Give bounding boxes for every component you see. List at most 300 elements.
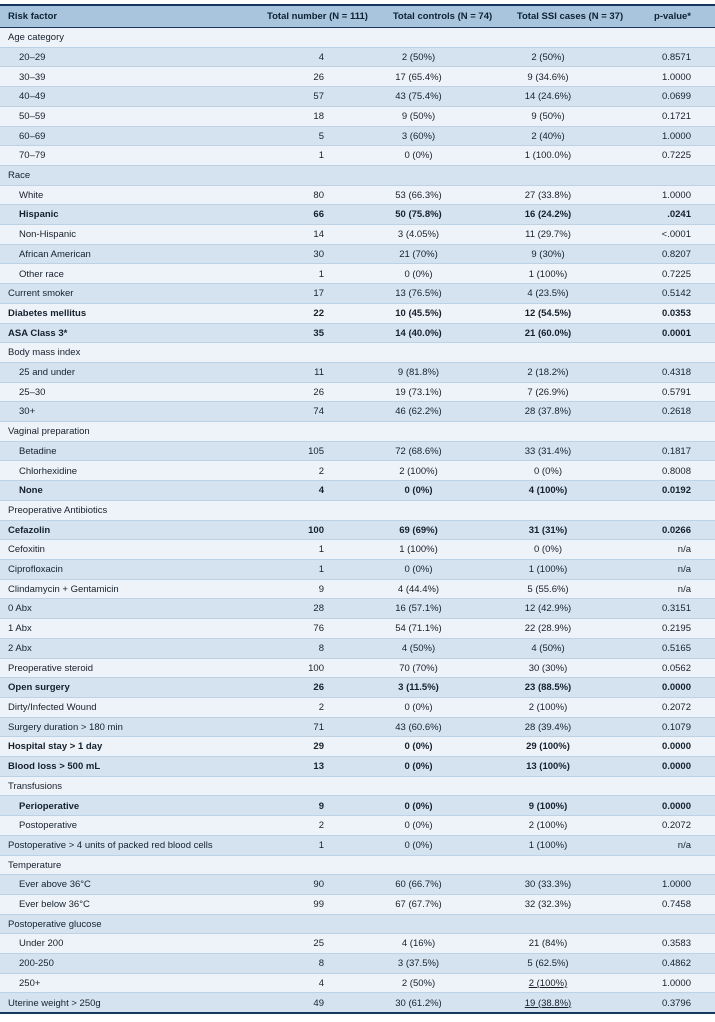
risk-factor-cell: 40–49	[19, 91, 46, 102]
ssi-cases-cell: 22 (28.9%)	[524, 623, 572, 634]
ssi-cases-cell: 19 (38.8%)	[524, 997, 572, 1009]
risk-factor-cell: Open surgery	[8, 682, 70, 693]
controls-cell: 19 (73.1%)	[395, 386, 442, 398]
controls-cell	[380, 352, 505, 353]
controls-cell: 0 (0%)	[404, 564, 433, 575]
controls-cell	[380, 175, 505, 176]
controls-cell: 50 (75.8%)	[395, 209, 442, 220]
section-header-row	[0, 343, 715, 363]
table-row	[0, 757, 715, 777]
controls-cell	[380, 510, 505, 511]
controls-cell: 9 (50%)	[401, 110, 436, 122]
total-number-cell: 1	[318, 544, 324, 555]
risk-factor-cell: ASA Class 3*	[8, 327, 68, 339]
column-header-total-ssi-cases: Total SSI cases (N = 37)	[516, 11, 624, 22]
total-number-cell: 71	[313, 721, 324, 733]
ssi-cases-cell: 2 (50%)	[531, 51, 565, 63]
total-number-cell: 8	[318, 958, 324, 969]
risk-factor-cell: 60–69	[19, 130, 46, 142]
p-value-cell	[635, 431, 715, 432]
table-header-row	[0, 6, 715, 28]
controls-cell: 0 (0%)	[404, 741, 433, 752]
total-number-cell: 1	[318, 839, 324, 851]
p-value-cell	[635, 864, 715, 865]
total-number-cell: 80	[313, 189, 324, 201]
p-value-cell: 0.0000	[661, 800, 691, 812]
risk-factor-cell: Preoperative steroid	[8, 662, 94, 674]
risk-factor-cell: Postoperative	[19, 820, 78, 831]
p-value-cell: 0.8571	[661, 51, 691, 63]
p-value-cell: 0.1817	[661, 445, 691, 457]
total-number-cell: 9	[318, 800, 324, 812]
risk-factor-cell: 2 Abx	[8, 642, 32, 654]
total-number-cell: 100	[308, 662, 324, 674]
total-number-cell: 66	[313, 209, 324, 220]
table-row	[0, 245, 715, 265]
ssi-cases-cell: 4 (23.5%)	[527, 288, 569, 299]
total-number-cell: 76	[313, 623, 324, 634]
ssi-cases-cell: 2 (18.2%)	[527, 367, 569, 378]
p-value-cell: n/a	[677, 544, 691, 555]
ssi-cases-cell: 2 (100%)	[528, 977, 568, 989]
ssi-cases-cell	[505, 510, 635, 511]
total-number-cell	[255, 37, 380, 38]
table-row	[0, 48, 715, 68]
risk-factor-cell: Hospital stay > 1 day	[8, 741, 103, 752]
ssi-cases-cell: 0 (0%)	[534, 465, 562, 477]
ssi-cases-cell	[505, 175, 635, 176]
total-number-cell: 4	[318, 485, 324, 496]
table-row	[0, 284, 715, 304]
risk-factor-cell: Vaginal preparation	[8, 426, 90, 437]
total-number-cell	[255, 864, 380, 865]
table-row	[0, 225, 715, 245]
column-header-total-controls: Total controls (N = 74)	[392, 11, 493, 22]
ssi-cases-cell: 12 (42.9%)	[524, 603, 572, 614]
risk-factor-table	[0, 4, 715, 1014]
ssi-cases-cell: 2 (100%)	[528, 820, 568, 831]
risk-factor-cell: 20–29	[19, 51, 46, 63]
table-row	[0, 383, 715, 403]
ssi-cases-cell: 30 (30%)	[528, 662, 568, 674]
ssi-cases-cell	[505, 37, 635, 38]
p-value-cell: 0.0000	[661, 682, 691, 693]
total-number-cell: 1	[318, 268, 324, 280]
p-value-cell: 0.0000	[661, 741, 691, 752]
risk-factor-cell: Current smoker	[8, 288, 74, 299]
controls-cell: 0 (0%)	[404, 800, 433, 812]
p-value-cell: n/a	[677, 839, 691, 851]
total-number-cell: 105	[308, 445, 324, 457]
section-header-row	[0, 422, 715, 442]
ssi-cases-cell: 21 (84%)	[528, 938, 568, 949]
risk-factor-cell: Transfusions	[8, 780, 63, 792]
total-number-cell: 35	[313, 327, 324, 339]
controls-cell: 60 (66.7%)	[395, 879, 442, 890]
table-row	[0, 264, 715, 284]
total-number-cell: 5	[318, 130, 324, 142]
p-value-cell: n/a	[677, 564, 691, 575]
table-row	[0, 481, 715, 501]
risk-factor-cell: 25 and under	[19, 367, 75, 378]
p-value-cell	[635, 175, 715, 176]
risk-factor-cell: Non-Hispanic	[19, 229, 77, 240]
p-value-cell: <.0001	[661, 229, 691, 240]
controls-cell: 72 (68.6%)	[395, 445, 442, 457]
risk-factor-cell: Clindamycin + Gentamicin	[8, 583, 119, 595]
risk-factor-cell: White	[19, 189, 44, 201]
controls-cell	[380, 864, 505, 865]
table-row	[0, 402, 715, 422]
risk-factor-cell: 70–79	[19, 150, 46, 161]
table-row	[0, 67, 715, 87]
p-value-cell: 0.0562	[661, 662, 691, 674]
controls-cell: 10 (45.5%)	[395, 307, 442, 319]
table-row	[0, 87, 715, 107]
controls-cell: 0 (0%)	[404, 150, 433, 161]
column-header-total-number: Total number (N = 111)	[267, 11, 368, 22]
ssi-cases-cell: 0 (0%)	[534, 544, 562, 555]
ssi-cases-cell: 9 (100%)	[528, 800, 568, 812]
table-body	[0, 28, 715, 1012]
risk-factor-cell: Chlorhexidine	[19, 465, 78, 477]
p-value-cell: 0.0000	[661, 761, 691, 772]
controls-cell: 0 (0%)	[404, 702, 433, 713]
risk-factor-cell: None	[19, 485, 43, 496]
table-row	[0, 107, 715, 127]
table-row	[0, 954, 715, 974]
ssi-cases-cell: 5 (55.6%)	[527, 583, 569, 595]
risk-factor-cell: 30+	[19, 406, 36, 417]
ssi-cases-cell: 30 (33.3%)	[524, 879, 572, 890]
p-value-cell: 0.4862	[661, 958, 691, 969]
risk-factor-cell: Surgery duration > 180 min	[8, 721, 123, 733]
table-row	[0, 816, 715, 836]
ssi-cases-cell: 1 (100%)	[528, 268, 568, 280]
risk-factor-cell: Postoperative glucose	[8, 918, 102, 930]
table-row	[0, 304, 715, 324]
section-header-row	[0, 856, 715, 876]
controls-cell: 14 (40.0%)	[395, 327, 442, 339]
risk-factor-cell: Blood loss > 500 mL	[8, 761, 101, 772]
risk-factor-cell: 0 Abx	[8, 603, 32, 614]
risk-factor-cell: Diabetes mellitus	[8, 307, 87, 319]
risk-factor-cell: Under 200	[19, 938, 64, 949]
p-value-cell: 1.0000	[661, 879, 691, 890]
ssi-cases-cell: 27 (33.8%)	[524, 189, 572, 201]
ssi-cases-cell: 4 (50%)	[531, 642, 565, 654]
risk-factor-cell: 25–30	[19, 386, 46, 398]
p-value-cell: 0.5791	[661, 386, 691, 398]
controls-cell: 3 (60%)	[401, 130, 436, 142]
risk-factor-cell: Cefazolin	[8, 524, 51, 536]
section-header-row	[0, 777, 715, 797]
controls-cell: 16 (57.1%)	[395, 603, 442, 614]
table-row	[0, 678, 715, 698]
ssi-cases-cell: 1 (100%)	[528, 564, 568, 575]
table-row	[0, 836, 715, 856]
controls-cell: 4 (50%)	[401, 642, 436, 654]
controls-cell: 53 (66.3%)	[395, 189, 442, 201]
p-value-cell: 0.0353	[661, 307, 691, 319]
ssi-cases-cell: 32 (32.3%)	[524, 899, 572, 910]
controls-cell: 0 (0%)	[404, 268, 433, 280]
p-value-cell: 0.8207	[661, 248, 691, 260]
risk-factor-cell: Betadine	[19, 445, 57, 457]
total-number-cell	[255, 510, 380, 511]
total-number-cell: 26	[313, 386, 324, 398]
p-value-cell: 0.0192	[661, 485, 691, 496]
ssi-cases-cell: 2 (40%)	[531, 130, 565, 142]
controls-cell: 54 (71.1%)	[395, 623, 442, 634]
controls-cell: 43 (60.6%)	[395, 721, 442, 733]
ssi-cases-cell	[505, 352, 635, 353]
section-header-row	[0, 915, 715, 935]
total-number-cell: 4	[318, 51, 324, 63]
total-number-cell: 17	[313, 288, 324, 299]
total-number-cell: 1	[318, 564, 324, 575]
table-row	[0, 186, 715, 206]
risk-factor-cell: 50–59	[19, 110, 46, 122]
p-value-cell: 1.0000	[661, 977, 691, 989]
ssi-cases-cell: 1 (100%)	[528, 839, 568, 851]
ssi-cases-cell: 16 (24.2%)	[524, 209, 572, 220]
table-row	[0, 363, 715, 383]
table-row	[0, 205, 715, 225]
table-row	[0, 934, 715, 954]
ssi-cases-cell: 14 (24.6%)	[524, 91, 572, 102]
controls-cell: 21 (70%)	[399, 248, 438, 260]
controls-cell: 2 (50%)	[401, 51, 436, 63]
total-number-cell	[255, 923, 380, 924]
p-value-cell: 1.0000	[661, 189, 691, 201]
p-value-cell: 0.7225	[661, 268, 691, 280]
total-number-cell: 57	[313, 91, 324, 102]
p-value-cell: 0.0699	[661, 91, 691, 102]
controls-cell: 0 (0%)	[404, 761, 433, 772]
p-value-cell: 1.0000	[661, 130, 691, 142]
total-number-cell: 99	[313, 899, 324, 910]
table-row	[0, 737, 715, 757]
table-row	[0, 875, 715, 895]
total-number-cell: 2	[318, 465, 324, 477]
total-number-cell: 1	[318, 150, 324, 161]
controls-cell: 69 (69%)	[399, 524, 438, 536]
risk-factor-cell: Body mass index	[8, 347, 81, 358]
controls-cell: 2 (50%)	[401, 977, 436, 989]
controls-cell: 67 (67.7%)	[395, 899, 442, 910]
p-value-cell	[635, 510, 715, 511]
p-value-cell: 0.0266	[661, 524, 691, 536]
table-row	[0, 698, 715, 718]
ssi-cases-cell: 12 (54.5%)	[524, 307, 572, 319]
total-number-cell: 13	[313, 761, 324, 772]
p-value-cell: .0241	[667, 209, 691, 220]
controls-cell: 43 (75.4%)	[395, 91, 442, 102]
controls-cell: 9 (81.8%)	[397, 367, 440, 378]
p-value-cell	[635, 37, 715, 38]
p-value-cell: 0.3151	[661, 603, 691, 614]
total-number-cell: 74	[313, 406, 324, 417]
table-row	[0, 442, 715, 462]
risk-factor-cell: 200-250	[19, 958, 54, 969]
ssi-cases-cell: 29 (100%)	[526, 741, 570, 752]
table-row	[0, 521, 715, 541]
table-row	[0, 127, 715, 147]
controls-cell: 2 (100%)	[399, 465, 438, 477]
p-value-cell	[635, 352, 715, 353]
total-number-cell: 30	[313, 248, 324, 260]
risk-factor-cell: Hispanic	[19, 209, 59, 220]
column-header-risk-factor: Risk factor	[8, 11, 58, 22]
total-number-cell: 11	[314, 367, 324, 378]
column-header-p-value: p-value*	[654, 11, 691, 22]
ssi-cases-cell: 31 (31%)	[528, 524, 568, 536]
ssi-cases-cell: 28 (37.8%)	[524, 406, 572, 417]
controls-cell: 17 (65.4%)	[395, 71, 442, 82]
section-header-row	[0, 501, 715, 521]
table-row	[0, 659, 715, 679]
total-number-cell: 28	[313, 603, 324, 614]
ssi-cases-cell	[505, 431, 635, 432]
total-number-cell: 14	[313, 229, 324, 240]
risk-factor-cell: Ever below 36°C	[19, 899, 90, 910]
ssi-cases-cell: 28 (39.4%)	[524, 721, 572, 733]
risk-factor-cell: Cefoxitin	[8, 544, 45, 555]
total-number-cell	[255, 352, 380, 353]
p-value-cell	[635, 923, 715, 924]
ssi-cases-cell: 11 (29.7%)	[525, 229, 571, 240]
risk-factor-cell: 30–39	[19, 71, 46, 82]
p-value-cell: 0.5165	[661, 642, 691, 654]
total-number-cell: 90	[313, 879, 324, 890]
controls-cell	[380, 431, 505, 432]
ssi-cases-cell: 33 (31.4%)	[524, 445, 572, 457]
ssi-cases-cell: 13 (100%)	[526, 761, 570, 772]
total-number-cell: 26	[313, 682, 324, 693]
risk-factor-cell: 250+	[19, 977, 41, 989]
p-value-cell: 0.5142	[661, 288, 691, 299]
ssi-cases-cell: 9 (50%)	[531, 110, 565, 122]
ssi-cases-cell: 9 (30%)	[531, 248, 565, 260]
risk-factor-cell: Uterine weight > 250g	[8, 997, 101, 1009]
total-number-cell	[255, 175, 380, 176]
risk-factor-cell: 1 Abx	[8, 623, 32, 634]
risk-factor-cell: Perioperative	[19, 800, 80, 812]
ssi-cases-cell: 1 (100.0%)	[524, 150, 572, 161]
total-number-cell: 2	[318, 702, 324, 713]
p-value-cell: 0.1721	[661, 110, 691, 122]
controls-cell: 0 (0%)	[404, 820, 433, 831]
p-value-cell: 0.2618	[661, 406, 691, 417]
controls-cell: 3 (37.5%)	[397, 958, 440, 969]
ssi-cases-cell	[505, 864, 635, 865]
ssi-cases-cell: 21 (60.0%)	[524, 327, 572, 339]
total-number-cell: 22	[313, 307, 324, 319]
controls-cell: 4 (16%)	[401, 938, 436, 949]
total-number-cell: 8	[318, 642, 324, 654]
total-number-cell: 18	[313, 110, 324, 122]
controls-cell	[380, 37, 505, 38]
p-value-cell: 0.1079	[661, 721, 691, 733]
section-header-row	[0, 166, 715, 186]
total-number-cell: 2	[318, 820, 324, 831]
table-row	[0, 718, 715, 738]
ssi-cases-cell	[505, 923, 635, 924]
controls-cell: 13 (76.5%)	[395, 288, 442, 299]
ssi-cases-cell	[505, 786, 635, 787]
controls-cell: 1 (100%)	[399, 544, 438, 555]
risk-factor-cell: Temperature	[8, 859, 62, 871]
table-row	[0, 619, 715, 639]
section-header-row	[0, 28, 715, 48]
risk-factor-cell: Ever above 36°C	[19, 879, 91, 890]
risk-factor-cell: Postoperative > 4 units of packed red blood cells	[8, 839, 213, 851]
p-value-cell: 0.8008	[661, 465, 691, 477]
risk-factor-cell: African American	[19, 248, 91, 260]
controls-cell: 70 (70%)	[399, 662, 438, 674]
risk-factor-cell: Ciprofloxacin	[8, 564, 63, 575]
p-value-cell: 0.2072	[661, 820, 691, 831]
risk-factor-cell: Other race	[19, 268, 64, 280]
ssi-cases-cell: 9 (34.6%)	[527, 71, 569, 82]
table-row	[0, 895, 715, 915]
total-number-cell: 26	[313, 71, 324, 82]
p-value-cell: n/a	[677, 583, 691, 595]
ssi-cases-cell: 5 (62.5%)	[527, 958, 569, 969]
p-value-cell: 0.2195	[661, 623, 691, 634]
ssi-cases-cell: 7 (26.9%)	[527, 386, 569, 398]
total-number-cell: 49	[313, 997, 324, 1009]
table-row	[0, 599, 715, 619]
risk-factor-cell: Race	[8, 170, 31, 181]
controls-cell: 3 (4.05%)	[397, 229, 440, 240]
table-row	[0, 639, 715, 659]
table-row	[0, 580, 715, 600]
total-number-cell: 25	[313, 938, 324, 949]
table-row	[0, 540, 715, 560]
controls-cell: 3 (11.5%)	[398, 682, 439, 693]
total-number-cell: 9	[318, 583, 324, 595]
controls-cell: 4 (44.4%)	[397, 583, 440, 595]
risk-factor-cell: Preoperative Antibiotics	[8, 504, 108, 516]
p-value-cell: 0.7225	[661, 150, 691, 161]
p-value-cell: 1.0000	[661, 71, 691, 82]
total-number-cell: 29	[313, 741, 324, 752]
total-number-cell	[255, 431, 380, 432]
table-row	[0, 796, 715, 816]
p-value-cell: 0.4318	[661, 367, 691, 378]
p-value-cell: 0.3796	[661, 997, 691, 1009]
p-value-cell: 0.7458	[661, 899, 691, 910]
table-row	[0, 324, 715, 344]
ssi-cases-cell: 23 (88.5%)	[524, 682, 572, 693]
risk-factor-cell: Age category	[8, 32, 64, 43]
table-row	[0, 560, 715, 580]
p-value-cell: 0.0001	[661, 327, 691, 339]
controls-cell: 0 (0%)	[404, 485, 433, 496]
table-row	[0, 146, 715, 166]
total-number-cell: 100	[308, 524, 324, 536]
controls-cell	[380, 923, 505, 924]
p-value-cell: 0.2072	[661, 702, 691, 713]
table-row	[0, 461, 715, 481]
total-number-cell	[255, 786, 380, 787]
ssi-cases-cell: 2 (100%)	[528, 702, 568, 713]
controls-cell: 0 (0%)	[404, 839, 433, 851]
p-value-cell: 0.3583	[661, 938, 691, 949]
controls-cell: 46 (62.2%)	[395, 406, 442, 417]
